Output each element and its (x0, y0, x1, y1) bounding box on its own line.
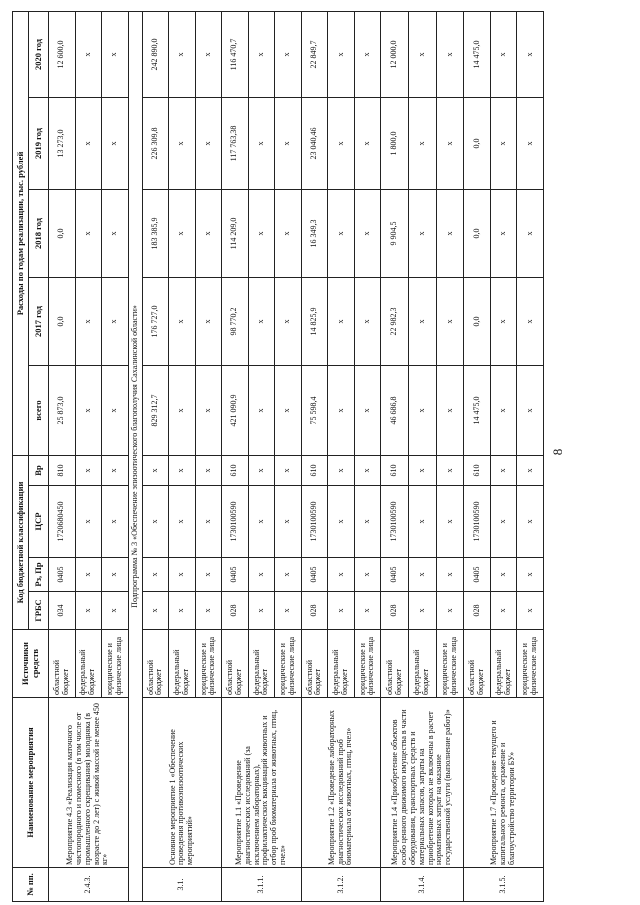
cell-rzpr: х (328, 558, 355, 592)
funding-source: юридические и физические лица (195, 630, 222, 698)
cell-rzpr: х (195, 558, 222, 592)
cell-rzpr: х (142, 558, 169, 592)
cell-grbs: х (275, 592, 302, 630)
cell-y2017: х (169, 278, 196, 366)
cell-rzpr: х (275, 558, 302, 592)
funding-source: федеральный бюджет (169, 630, 196, 698)
cell-total: х (102, 366, 129, 456)
table-row (49, 11, 76, 901)
cell-rzpr: х (248, 558, 275, 592)
cell-total: 14 475,0 (464, 366, 491, 456)
cell-y2019: х (408, 98, 436, 190)
cell-y2017: 0,0 (49, 278, 76, 366)
cell-rzpr: х (436, 558, 464, 592)
cell-grbs: х (75, 592, 102, 630)
cell-total: х (517, 366, 544, 456)
cell-y2017: х (75, 278, 102, 366)
cell-csr: 1730100590 (301, 486, 328, 558)
cell-y2018: 0,0 (464, 190, 491, 278)
cell-y2017: х (517, 278, 544, 366)
header-2017: 2017 год (29, 278, 49, 366)
cell-rzpr: х (408, 558, 436, 592)
cell-y2018: х (195, 190, 222, 278)
cell-vr: 610 (222, 456, 249, 486)
cell-csr: х (408, 486, 436, 558)
cell-y2018: х (354, 190, 381, 278)
cell-vr: х (102, 456, 129, 486)
cell-y2018: х (169, 190, 196, 278)
funding-source: федеральный бюджет (248, 630, 275, 698)
cell-grbs: х (169, 592, 196, 630)
cell-grbs: х (490, 592, 517, 630)
cell-total: х (75, 366, 102, 456)
cell-y2017: 98 770,2 (222, 278, 249, 366)
funding-source: юридические и физические лица (275, 630, 302, 698)
row-number: 3.1.1. (222, 868, 302, 902)
funding-source: юридические и физические лица (436, 630, 464, 698)
funding-source: федеральный бюджет (490, 630, 517, 698)
cell-vr: х (248, 456, 275, 486)
cell-grbs: х (517, 592, 544, 630)
cell-csr: х (195, 486, 222, 558)
cell-csr: х (75, 486, 102, 558)
cell-csr: 1730100590 (464, 486, 491, 558)
header-name: Наименование мероприятия (13, 698, 49, 868)
cell-y2018: х (517, 190, 544, 278)
cell-vr: х (517, 456, 544, 486)
cell-y2017: х (354, 278, 381, 366)
cell-total: х (275, 366, 302, 456)
cell-y2018: х (102, 190, 129, 278)
activity-name: Мероприятие 1.7 «Проведение текущего и капитального ремонта, огражение и благоустройство территории БУ» (464, 698, 544, 868)
cell-grbs: х (102, 592, 129, 630)
cell-y2017: х (490, 278, 517, 366)
cell-y2019: х (169, 98, 196, 190)
cell-total: х (169, 366, 196, 456)
cell-y2018: х (408, 190, 436, 278)
cell-total: х (195, 366, 222, 456)
funding-source: федеральный бюджет (408, 630, 436, 698)
activity-name: Мероприятие 1.2 «Проведение лабораторных диагностических исследований проб биоматериала от животных, птиц, пчел» (301, 698, 381, 868)
cell-csr: х (248, 486, 275, 558)
header-csr: ЦСР (29, 486, 49, 558)
cell-y2019: 226 309,8 (142, 98, 169, 190)
cell-y2020: х (248, 11, 275, 97)
cell-y2017: х (436, 278, 464, 366)
cell-y2017: х (195, 278, 222, 366)
cell-y2020: х (408, 11, 436, 97)
funding-source: юридические и физические лица (102, 630, 129, 698)
cell-rzpr: 0405 (222, 558, 249, 592)
funding-source: федеральный бюджет (328, 630, 355, 698)
cell-vr: х (436, 456, 464, 486)
cell-total: 46 686,8 (381, 366, 409, 456)
cell-y2019: х (195, 98, 222, 190)
funding-source: областной бюджет (301, 630, 328, 698)
cell-rzpr: х (490, 558, 517, 592)
cell-y2020: 12 600,0 (49, 11, 76, 97)
cell-grbs: х (354, 592, 381, 630)
cell-total: х (328, 366, 355, 456)
header-vr: Вр (29, 456, 49, 486)
header-rzpr: Рз, Пр (29, 558, 49, 592)
cell-rzpr: х (102, 558, 129, 592)
row-number: 3.1.2. (301, 868, 381, 902)
table-row (222, 11, 249, 901)
cell-y2018: х (436, 190, 464, 278)
cell-y2020: х (328, 11, 355, 97)
cell-y2018: х (275, 190, 302, 278)
cell-y2017: х (408, 278, 436, 366)
cell-y2019: 1 800,0 (381, 98, 409, 190)
header-num: № пп. (13, 868, 49, 902)
cell-csr: х (169, 486, 196, 558)
cell-total: 829 312,7 (142, 366, 169, 456)
table-row (464, 11, 491, 901)
header-2019: 2019 год (29, 98, 49, 190)
cell-grbs: х (436, 592, 464, 630)
cell-csr: 1730100590 (381, 486, 409, 558)
cell-total: х (248, 366, 275, 456)
cell-y2019: х (248, 98, 275, 190)
funding-source: областной бюджет (464, 630, 491, 698)
cell-y2019: 0,0 (464, 98, 491, 190)
cell-total: х (436, 366, 464, 456)
header-kbk: Код бюджетной классификации (13, 456, 29, 630)
cell-grbs: 034 (49, 592, 76, 630)
cell-y2020: х (169, 11, 196, 97)
cell-total: 25 873,0 (49, 366, 76, 456)
row-number: 3.1. (142, 868, 222, 902)
cell-y2020: х (517, 11, 544, 97)
cell-y2019: х (328, 98, 355, 190)
subprogram-row (128, 11, 142, 901)
cell-rzpr: х (354, 558, 381, 592)
header-2018: 2018 год (29, 190, 49, 278)
cell-total: х (408, 366, 436, 456)
cell-vr: 810 (49, 456, 76, 486)
cell-csr: 1730100590 (222, 486, 249, 558)
cell-y2019: х (275, 98, 302, 190)
cell-y2019: х (517, 98, 544, 190)
header-grbs: ГРБС (29, 592, 49, 630)
cell-y2019: х (75, 98, 102, 190)
cell-grbs: 028 (222, 592, 249, 630)
subprogram-title: Подпрограмма № 3 «Обеспечение эпизоотического благополучия Сахалинской области» (128, 11, 142, 901)
cell-csr: х (517, 486, 544, 558)
cell-y2018: 9 904,5 (381, 190, 409, 278)
table-row (301, 11, 328, 901)
cell-grbs: х (408, 592, 436, 630)
cell-rzpr: 0405 (301, 558, 328, 592)
cell-y2017: х (328, 278, 355, 366)
cell-y2020: х (354, 11, 381, 97)
cell-y2018: х (490, 190, 517, 278)
funding-source: областной бюджет (142, 630, 169, 698)
header-sources: Источники средств (13, 630, 49, 698)
cell-total: 75 598,4 (301, 366, 328, 456)
cell-vr: х (328, 456, 355, 486)
cell-y2018: х (248, 190, 275, 278)
cell-grbs: 028 (301, 592, 328, 630)
funding-source: юридические и физические лица (354, 630, 381, 698)
cell-y2018: 16 349,3 (301, 190, 328, 278)
activity-name: Основное мероприятие 1 «Обеспечение проведения противоэпизоотических мероприятий» (142, 698, 222, 868)
cell-rzpr: х (169, 558, 196, 592)
row-number: 3.1.5. (464, 868, 544, 902)
cell-vr: х (354, 456, 381, 486)
cell-vr: 610 (301, 456, 328, 486)
header-2020: 2020 год (29, 11, 49, 97)
cell-vr: х (75, 456, 102, 486)
cell-grbs: 028 (381, 592, 409, 630)
cell-csr: х (142, 486, 169, 558)
cell-vr: х (169, 456, 196, 486)
cell-vr: х (408, 456, 436, 486)
funding-source: областной бюджет (49, 630, 76, 698)
cell-rzpr: 0405 (381, 558, 409, 592)
cell-y2017: 22 982,3 (381, 278, 409, 366)
cell-total: 421 090,9 (222, 366, 249, 456)
funding-source: федеральный бюджет (75, 630, 102, 698)
cell-vr: 610 (381, 456, 409, 486)
cell-rzpr: х (75, 558, 102, 592)
cell-y2018: 0,0 (49, 190, 76, 278)
cell-y2017: 176 727,0 (142, 278, 169, 366)
row-number: 2.4.3. (49, 868, 129, 902)
funding-source: юридические и физические лица (517, 630, 544, 698)
cell-y2020: 14 475,0 (464, 11, 491, 97)
cell-y2020: 116 470,7 (222, 11, 249, 97)
cell-y2019: х (436, 98, 464, 190)
header-expenses: Расходы по годам реализации, тыс. рублей (13, 11, 29, 455)
cell-grbs: х (195, 592, 222, 630)
cell-vr: х (195, 456, 222, 486)
header-total: всего (29, 366, 49, 456)
cell-y2020: 22 849,7 (301, 11, 328, 97)
table-row (381, 11, 409, 901)
cell-rzpr: 0405 (464, 558, 491, 592)
cell-csr: х (275, 486, 302, 558)
activity-name: Мероприятие 4.3 «Реализация маточного чистопородного и помесного (в том числе от промышленного скрещивания) молодняка (в возрасте до 2 лет) с живой массой не менее 450 кг» (49, 698, 129, 868)
row-number: 3.1.4. (381, 868, 464, 902)
cell-y2018: х (75, 190, 102, 278)
cell-vr: х (142, 456, 169, 486)
cell-y2020: х (195, 11, 222, 97)
cell-y2017: х (275, 278, 302, 366)
cell-grbs: х (248, 592, 275, 630)
cell-y2017: 14 825,9 (301, 278, 328, 366)
cell-rzpr: х (517, 558, 544, 592)
cell-y2020: х (102, 11, 129, 97)
cell-y2020: х (275, 11, 302, 97)
cell-vr: 610 (464, 456, 491, 486)
cell-csr: х (102, 486, 129, 558)
cell-csr: 1720680450 (49, 486, 76, 558)
funding-source: областной бюджет (381, 630, 409, 698)
cell-y2019: 13 273,0 (49, 98, 76, 190)
cell-y2017: х (248, 278, 275, 366)
cell-csr: х (328, 486, 355, 558)
cell-y2019: 23 040,46 (301, 98, 328, 190)
cell-csr: х (436, 486, 464, 558)
page-number: 8 (550, 448, 565, 456)
cell-y2020: 242 890,0 (142, 11, 169, 97)
cell-y2017: 0,0 (464, 278, 491, 366)
cell-vr: х (490, 456, 517, 486)
cell-csr: х (354, 486, 381, 558)
cell-vr: х (275, 456, 302, 486)
budget-table (12, 11, 544, 902)
cell-y2019: х (490, 98, 517, 190)
cell-total: х (354, 366, 381, 456)
cell-y2017: х (102, 278, 129, 366)
cell-y2020: х (75, 11, 102, 97)
cell-grbs: 028 (464, 592, 491, 630)
activity-name: Мероприятие 1.1 «Проведение диагностических исследований (за исключением лабораторных), профилактических вакцинаций животных и отбор проб биоматериала от животных, птиц, пчел» (222, 698, 302, 868)
cell-y2018: х (328, 190, 355, 278)
funding-source: областной бюджет (222, 630, 249, 698)
cell-y2020: 12 000,0 (381, 11, 409, 97)
cell-y2019: 117 763,38 (222, 98, 249, 190)
cell-grbs: х (328, 592, 355, 630)
cell-y2018: 183 385,9 (142, 190, 169, 278)
activity-name: Мероприятие 1.4 «Приобретение объектов особо ценного движимого имущества в части оборудования, транспортных средств и материальных запасов, затраты на приобретение которых не включены в расчет нормативных затрат на оказание государственной услуги (выполнение работ)» (381, 698, 464, 868)
rotated-sheet (12, 12, 544, 902)
table-row (142, 11, 169, 901)
cell-y2019: х (354, 98, 381, 190)
cell-y2020: х (490, 11, 517, 97)
cell-rzpr: 0405 (49, 558, 76, 592)
table-body (49, 11, 544, 901)
cell-y2019: х (102, 98, 129, 190)
cell-csr: х (490, 486, 517, 558)
cell-y2020: х (436, 11, 464, 97)
cell-total: х (490, 366, 517, 456)
cell-y2018: 114 209,0 (222, 190, 249, 278)
cell-grbs: х (142, 592, 169, 630)
